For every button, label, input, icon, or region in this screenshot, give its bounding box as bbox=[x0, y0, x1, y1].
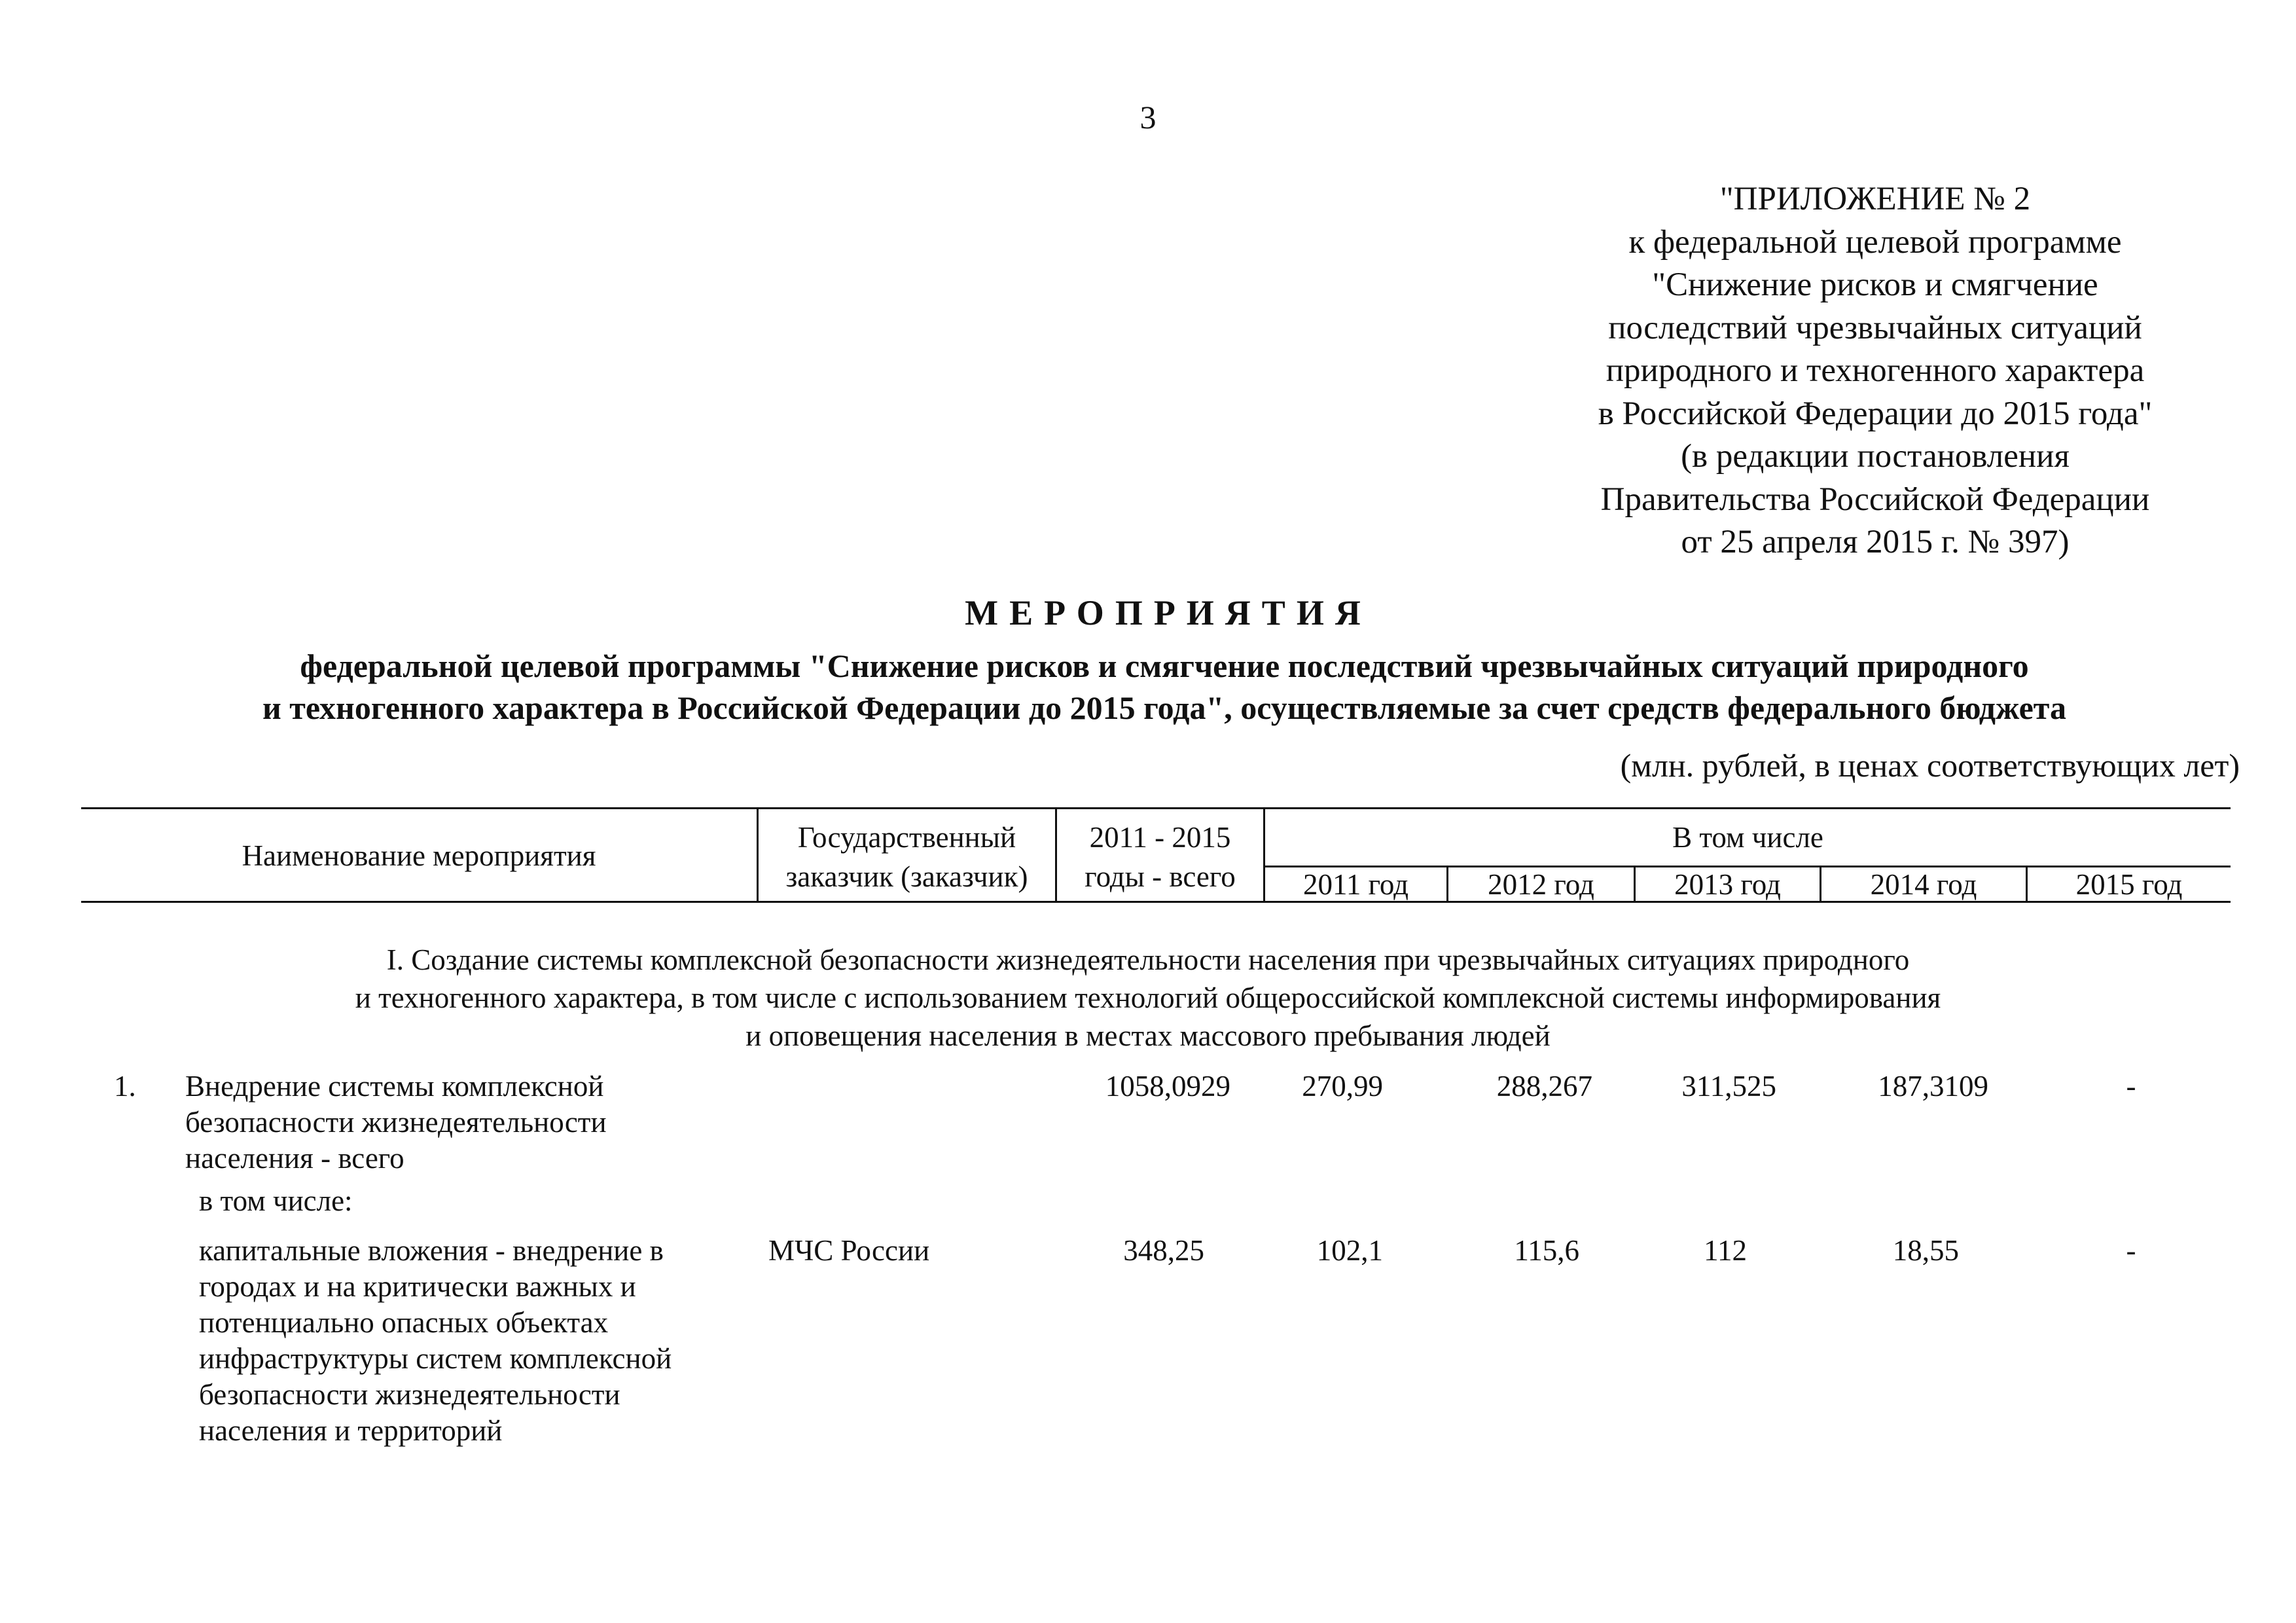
section-heading-line: и техногенного характера, в том числе с использованием технологий общероссийской комплексной системы информирования bbox=[355, 981, 1941, 1014]
row-name-line: безопасности жизнедеятельности bbox=[199, 1378, 620, 1411]
appendix-block bbox=[1499, 178, 2251, 564]
section-heading-line: и оповещения населения в местах массового пребывания людей bbox=[745, 1019, 1551, 1052]
row-name-line: безопасности жизнедеятельности bbox=[185, 1106, 607, 1139]
row-total: 348,25 bbox=[1123, 1234, 1204, 1267]
row-value-2015: - bbox=[2126, 1234, 2136, 1267]
page-number: 3 bbox=[1139, 99, 1157, 136]
row-name-line: капитальные вложения - внедрение в bbox=[199, 1234, 664, 1267]
appendix-line: Правительства Российской Федерации bbox=[1600, 481, 2150, 518]
row-name-line: инфраструктуры систем комплексной bbox=[199, 1342, 672, 1375]
document-title: МЕРОПРИЯТИЯ bbox=[965, 593, 1372, 632]
header-customer-line1: Государственный bbox=[797, 821, 1016, 854]
appendix-line: "Снижение рисков и смягчение bbox=[1652, 266, 2098, 303]
header-year: 2015 год bbox=[2075, 868, 2183, 901]
row-value-2014: 187,3109 bbox=[1878, 1070, 1988, 1103]
row-name-line: населения - всего bbox=[185, 1142, 404, 1175]
header-year: 2013 год bbox=[1674, 868, 1781, 901]
row-total: 1058,0929 bbox=[1105, 1070, 1230, 1103]
table-top-rule bbox=[81, 807, 2231, 809]
appendix-line: природного и техногенного характера bbox=[1605, 352, 2145, 389]
header-customer-line2: заказчик (заказчик) bbox=[785, 860, 1028, 893]
row-value-2014: 18,55 bbox=[1892, 1234, 1959, 1267]
appendix-line: в Российской Федерации до 2015 года" bbox=[1598, 395, 2153, 432]
row-number: 1. bbox=[114, 1070, 136, 1103]
units-note: (млн. рублей, в ценах соответствующих лет) bbox=[1620, 747, 2240, 784]
subtitle-line: и техногенного характера в Российской Федерации до 2015 года", осуществляемые за счет средств федерального бюджета bbox=[262, 689, 2066, 726]
document-subtitle bbox=[0, 645, 2296, 729]
subtitle-line: федеральной целевой программы "Снижение рисков и смягчение последствий чрезвычайных ситуаций природного bbox=[300, 647, 2029, 684]
row-value-2013: 112 bbox=[1704, 1234, 1747, 1267]
header-year: 2012 год bbox=[1488, 868, 1594, 901]
row-name-line: потенциально опасных объектах bbox=[199, 1306, 609, 1339]
row-name-line: Внедрение системы комплексной bbox=[185, 1070, 604, 1103]
row-value-2013: 311,525 bbox=[1681, 1070, 1776, 1103]
header-year: 2014 год bbox=[1870, 868, 1977, 901]
row-value-2012: 115,6 bbox=[1514, 1234, 1579, 1267]
row-customer: МЧС России bbox=[768, 1234, 930, 1267]
row-value-2011: 270,99 bbox=[1302, 1070, 1383, 1103]
appendix-line: к федеральной целевой программе bbox=[1628, 223, 2122, 261]
appendix-line: от 25 апреля 2015 г. № 397) bbox=[1681, 524, 2070, 560]
header-name: Наименование мероприятия bbox=[242, 839, 596, 872]
section-heading-line: I. Создание системы комплексной безопасности жизнедеятельности населения при чрезвычайных ситуациях природного bbox=[386, 943, 1910, 976]
appendix-line: "ПРИЛОЖЕНИЕ № 2 bbox=[1719, 181, 2031, 217]
header-including: В том числе bbox=[1672, 821, 1823, 854]
row-value-2011: 102,1 bbox=[1316, 1234, 1383, 1267]
row-name-line: населения и территорий bbox=[199, 1414, 503, 1447]
row-name-line: городах и на критически важных и bbox=[199, 1270, 636, 1303]
section-heading bbox=[0, 941, 2296, 1055]
row-value-2012: 288,267 bbox=[1496, 1070, 1592, 1103]
header-total-line1: 2011 - 2015 bbox=[1089, 821, 1231, 854]
appendix-line: (в редакции постановления bbox=[1681, 438, 2070, 475]
appendix-line: последствий чрезвычайных ситуаций bbox=[1608, 309, 2142, 346]
header-total-line2: годы - всего bbox=[1085, 860, 1236, 893]
row-name-line: в том числе: bbox=[199, 1184, 353, 1217]
header-year: 2011 год bbox=[1302, 868, 1408, 901]
row-value-2015: - bbox=[2126, 1070, 2136, 1103]
